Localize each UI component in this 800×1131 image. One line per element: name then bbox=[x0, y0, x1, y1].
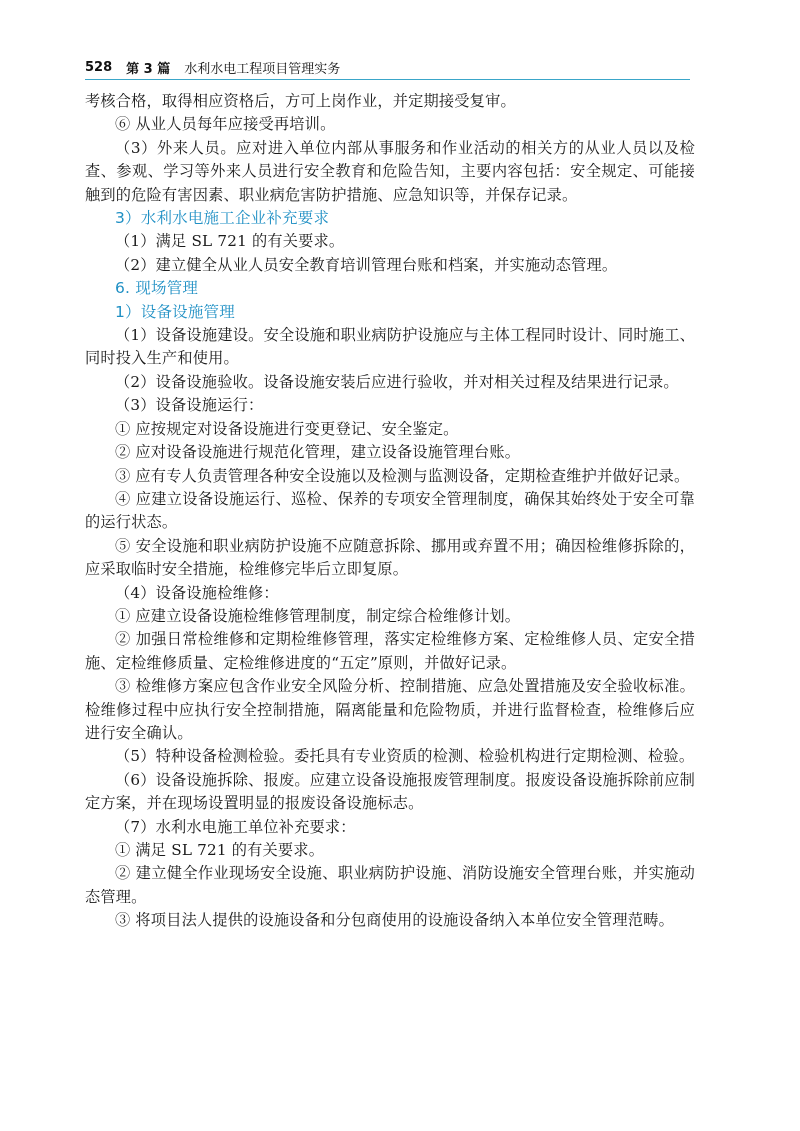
paragraph: （5）特种设备检测检验。委托具有专业资质的检测、检验机构进行定期检测、检验。 bbox=[115, 747, 695, 766]
paragraph: ③ 将项目法人提供的设施设备和分包商使用的设施设备纳入本单位安全管理范畴。 bbox=[115, 911, 674, 930]
paragraph: ② 应对设备设施进行规范化管理，建立设备设施管理台账。 bbox=[115, 443, 521, 462]
part-label: 第 3 篇 bbox=[126, 61, 171, 77]
paragraph: （3）外来人员。应对进入单位内部从事服务和作业活动的相关方的从业人员以及检查、参观、学习等外来人员进行安全教育和危险告知，主要内容包括：安全规定、可能接触到的危险有害因素、职业病危害防护措施、应急知识等，并保存记录。 bbox=[85, 138, 695, 204]
paragraph: ④ 应建立设备设施运行、巡检、保养的专项安全管理制度，确保其始终处于安全可靠的运行状态。 bbox=[85, 489, 695, 532]
paragraph: （1）满足 SL 721 的有关要求。 bbox=[115, 232, 345, 251]
paragraph: 考核合格，取得相应资格后，方可上岗作业，并定期接受复审。 bbox=[85, 92, 516, 110]
section-heading: 1）设备设施管理 bbox=[115, 302, 235, 321]
paragraph: ① 应建立设备设施检维修管理制度，制定综合检维修计划。 bbox=[115, 606, 521, 625]
paragraph: ① 满足 SL 721 的有关要求。 bbox=[115, 841, 325, 859]
paragraph: ⑥ 从业人员每年应接受再培训。 bbox=[115, 115, 336, 134]
paragraph: ③ 检维修方案应包含作业安全风险分析、控制措施、应急处置措施及安全验收标准。检维修过程中应执行安全控制措施，隔离能量和危险物质，并进行监督检查，检维修后应进行安全确认。 bbox=[85, 677, 695, 742]
section-heading: 3）水利水电施工企业补充要求 bbox=[115, 209, 330, 228]
paragraph: （6）设备设施拆除、报废。应建立设备设施报废管理制度。报废设备设施拆除前应制定方案，并在现场设置明显的报废设备设施标志。 bbox=[85, 770, 695, 813]
part-title: 水利水电工程项目管理实务 bbox=[184, 61, 341, 77]
header-rule bbox=[85, 79, 690, 80]
paragraph: ① 应按规定对设备设施进行变更登记、安全鉴定。 bbox=[115, 419, 459, 438]
page-number: 528 bbox=[85, 59, 113, 75]
paragraph: （3）设备设施运行： bbox=[115, 396, 264, 415]
page-body bbox=[85, 90, 695, 933]
paragraph: （4）设备设施检维修： bbox=[115, 583, 279, 602]
paragraph: （2）建立健全从业人员安全教育培训管理台账和档案，并实施动态管理。 bbox=[115, 255, 618, 274]
paragraph: （2）设备设施验收。设备设施安装后应进行验收，并对相关过程及结果进行记录。 bbox=[115, 372, 679, 391]
paragraph: （7）水利水电施工单位补充要求： bbox=[115, 817, 356, 836]
paragraph: （1）设备设施建设。安全设施和职业病防护设施应与主体工程同时设计、同时施工、同时投入生产和使用。 bbox=[85, 326, 695, 368]
paragraph: ② 加强日常检维修和定期检维修管理，落实定检维修方案、定检维修人员、定安全措施、定检维修质量、定检维修进度的“五定”原则，并做好记录。 bbox=[85, 630, 695, 672]
paragraph: ② 建立健全作业现场安全设施、职业病防护设施、消防设施安全管理台账，并实施动态管理。 bbox=[85, 864, 695, 906]
section-heading: 6. 现场管理 bbox=[115, 279, 199, 298]
running-header bbox=[85, 56, 690, 78]
paragraph: ⑤ 安全设施和职业病防护设施不应随意拆除、挪用或弃置不用；确因检维修拆除的，应采取临时安全措施，检维修完毕后立即复原。 bbox=[85, 536, 695, 579]
paragraph: ③ 应有专人负责管理各种安全设施以及检测与监测设备，定期检查维护并做好记录。 bbox=[115, 466, 690, 485]
